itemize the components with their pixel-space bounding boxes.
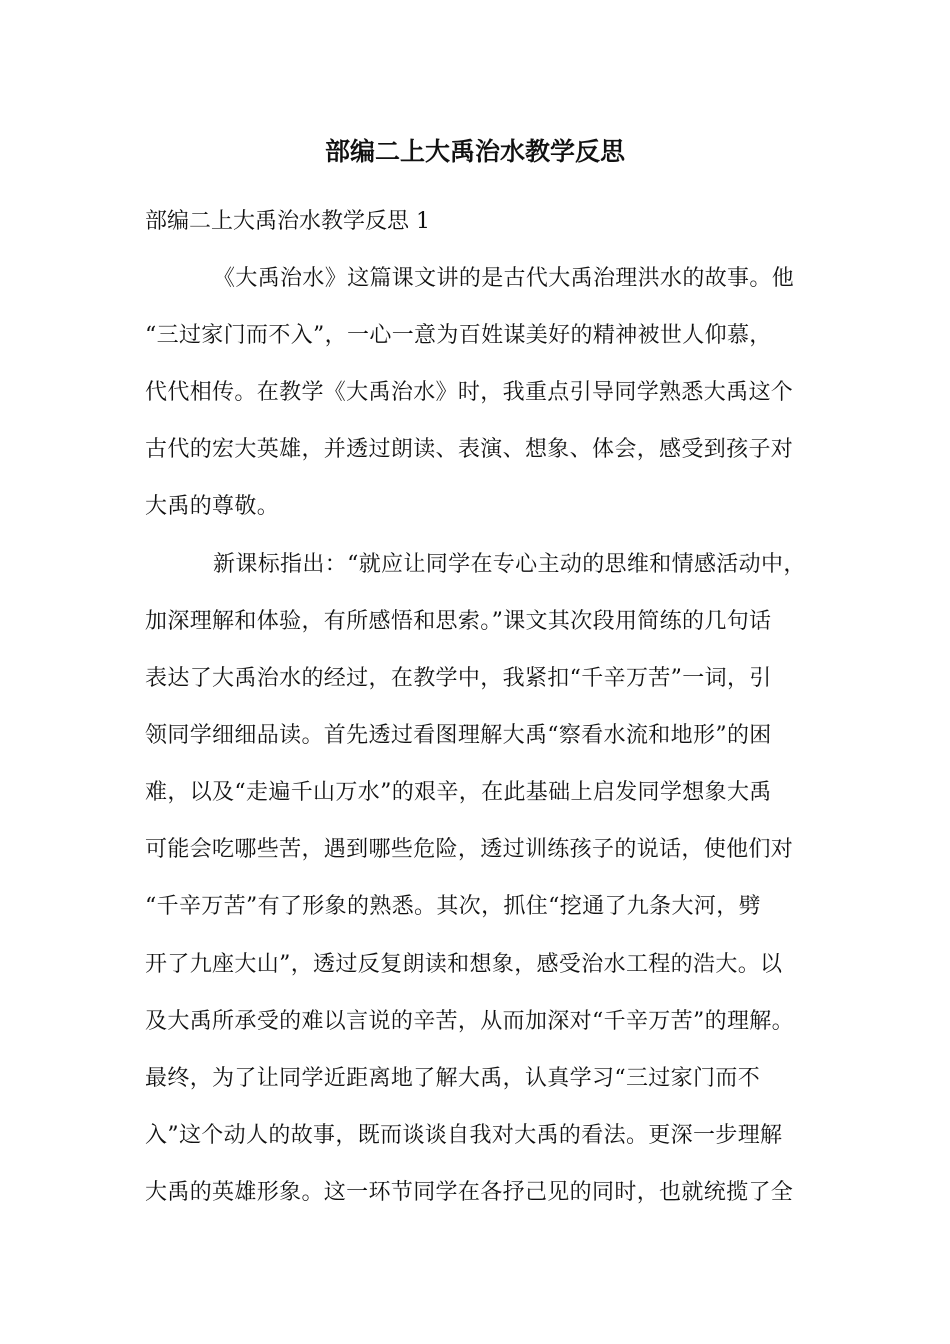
paragraph-line: 古代的宏大英雄，并透过朗读、表演、想象、体会，感受到孩子对 — [145, 437, 794, 462]
paragraph-line: 难，以及“走遍千山万水”的艰辛，在此基础上启发同学想象大禹 — [145, 780, 772, 805]
section-heading: 部编二上大禹治水教学反思 1 — [145, 209, 430, 234]
paragraph-line: 入”这个动人的故事，既而谈谈自我对大禹的看法。更深一步理解 — [145, 1123, 783, 1148]
paragraph-line: 开了九座大山”，透过反复朗读和想象，感受治水工程的浩大。以 — [145, 952, 783, 977]
paragraph-line: 表达了大禹治水的经过，在教学中，我紧扣“千辛万苦”一词，引 — [145, 666, 772, 691]
paragraph-line: 代代相传。在教学《大禹治水》时，我重点引导同学熟悉大禹这个 — [145, 380, 794, 405]
paragraph-line: 加深理解和体验，有所感悟和思索。”课文其次段用简练的几句话 — [145, 609, 772, 634]
paragraph-line: 大禹的英雄形象。这一环节同学在各抒己见的同时，也就统揽了全 — [145, 1180, 794, 1205]
paragraph-line: 领同学细细品读。首先透过看图理解大禹“察看水流和地形”的困 — [145, 723, 772, 748]
paragraph-line: “三过家门而不入”，一心一意为百姓谋美好的精神被世人仰慕， — [145, 323, 772, 348]
paragraph-line: 最终，为了让同学近距离地了解大禹，认真学习“三过家门而不 — [145, 1066, 761, 1091]
paragraph-line: 可能会吃哪些苦，遇到哪些危险，透过训练孩子的说话，使他们对 — [145, 837, 794, 862]
paragraph-line: 新课标指出：“就应让同学在专心主动的思维和情感活动中， — [213, 552, 806, 577]
paragraph-line: 及大禹所承受的难以言说的辛苦，从而加深对“千辛万苦”的理解。 — [145, 1009, 794, 1034]
paragraph-line: 《大禹治水》这篇课文讲的是古代大禹治理洪水的故事。他 — [213, 266, 795, 291]
paragraph-line: “千辛万苦”有了形象的熟悉。其次，抓住“挖通了九条大河，劈 — [145, 894, 761, 919]
paragraph-line: 大禹的尊敬。 — [145, 494, 280, 519]
document-title: 部编二上大禹治水教学反思 — [324, 137, 625, 166]
